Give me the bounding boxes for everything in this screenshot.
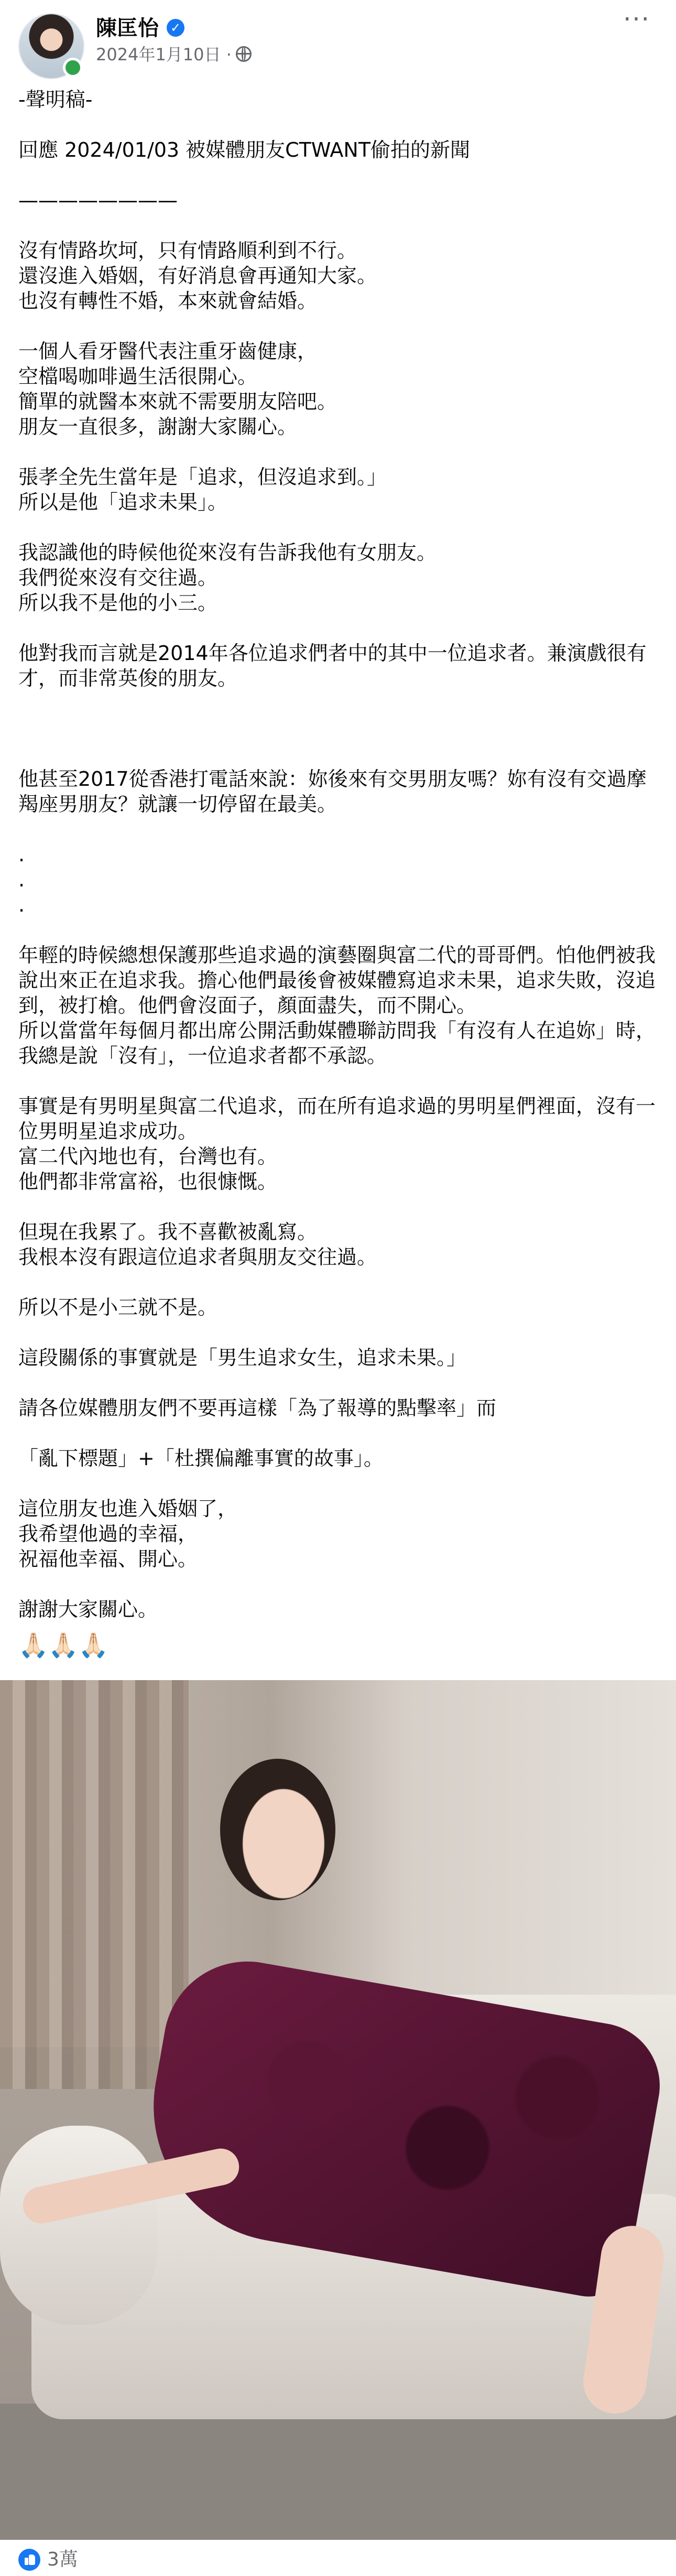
praying-hands-emoji: 🙏🏻🙏🏻🙏🏻: [18, 1631, 108, 1659]
post-date[interactable]: [96, 44, 232, 65]
photo-sofa-arm: [0, 2126, 157, 2325]
globe-icon: [236, 46, 252, 62]
photo-floor: [0, 2404, 676, 2540]
post-date-text[interactable]: 2024年1月10日: [96, 45, 221, 64]
post-reactions-bar[interactable]: [0, 2543, 676, 2576]
photo-curtain: [0, 1680, 189, 2089]
author-name[interactable]: 陳匡怡: [96, 16, 159, 40]
post-header: [0, 0, 676, 86]
verified-icon: ✓: [167, 19, 184, 37]
post-photo[interactable]: [0, 1680, 676, 2540]
meta-separator: ·: [226, 45, 232, 64]
reaction-count[interactable]: 3萬: [47, 2549, 78, 2570]
more-options-icon[interactable]: ···: [623, 5, 650, 34]
online-status-icon: [63, 58, 83, 78]
like-reaction-icon: [18, 2549, 40, 2571]
photo-person-head: [220, 1759, 335, 1900]
post-body-text: -聲明稿- 回應 2024/01/03 被媒體朋友CTWANT偷拍的新聞 ———————— 沒有情路坎坷，只有情路順利到不行。 還沒進入婚姻，有好消息會再通知大家。 也沒有轉性不婚，本來就會結婚。 一個人看牙醫代表注重牙齒健康， 空檔喝咖啡過生活很開心。 簡單的就醫本來就不需要朋友陪吧。 朋友一直很多，謝謝大家關心。 張孝全先生當年是「追求，但沒追求到。」 所以是他「追求未果」。 我認識他的時候他從來沒有告訴我他有女朋友。 我們從來沒有交往過。 所以我不是他的小三。 他對我而言就是2014年各位追求們者中的其中一位追求者。兼演戲很有才，而非常英俊的朋友。 他甚至2017從香港打電話來說：妳後來有交男朋友嗎？妳有沒有交過摩羯座男朋友？就讓一切停留在最美。 . . . 年輕的時候總想保護那些追求過的演藝圈與富二代的哥哥們。怕他們被我說出來正在追求我。擔心他們最後會被媒體寫追求未果，追求失敗，沒追到，被打槍。他們會沒面子，顏面盡失，而不開心。 所以當當年每個月都出席公開活動媒體聯訪問我「有沒有人在追妳」時，我總是說「沒有」，一位追求者都不承認。 事實是有男明星與富二代追求，而在所有追求過的男明星們裡面，沒有一位男明星追求成功。 富二代內地也有，台灣也有。 他們都非常富裕，也很慷慨。 但現在我累了。我不喜歡被亂寫。 我根本沒有跟這位追求者與朋友交往過。 所以不是小三就不是。 這段關係的事實就是「男生追求女生，追求未果。」 請各位媒體朋友們不要再這樣「為了報導的點擊率」而 「亂下標題」+「杜撰偏離事實的故事」。 這位朋友也進入婚姻了， 我希望他過的幸福， 祝福他幸福、開心。 謝謝大家關心。: [18, 88, 656, 1621]
